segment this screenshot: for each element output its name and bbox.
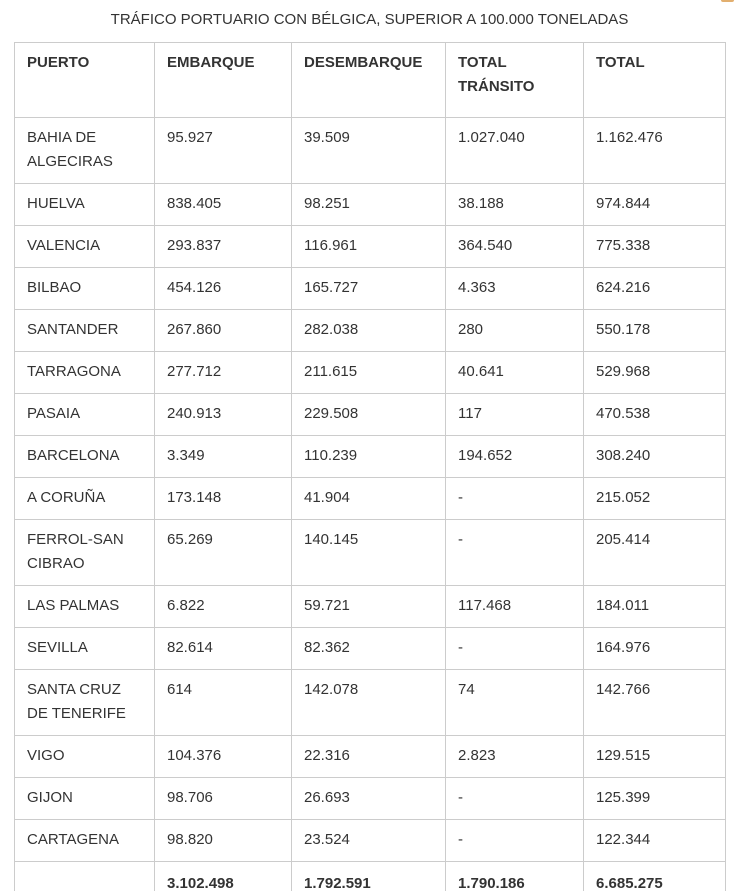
port-name-cell: SEVILLA	[15, 628, 155, 670]
value-cell: 3.349	[155, 436, 292, 478]
value-cell: 173.148	[155, 478, 292, 520]
column-header: DESEMBARQUE	[292, 43, 446, 118]
port-name-cell: VALENCIA	[15, 226, 155, 268]
port-name-cell: SANTANDER	[15, 310, 155, 352]
table-row	[15, 586, 726, 628]
value-cell: 59.721	[292, 586, 446, 628]
value-cell: 470.538	[584, 394, 726, 436]
value-cell: 614	[155, 670, 292, 736]
value-cell: 2.823	[446, 736, 584, 778]
value-cell: -	[446, 820, 584, 862]
value-cell: 104.376	[155, 736, 292, 778]
value-cell: 1.027.040	[446, 118, 584, 184]
value-cell: 164.976	[584, 628, 726, 670]
table-row	[15, 736, 726, 778]
value-cell: 98.820	[155, 820, 292, 862]
value-cell: 26.693	[292, 778, 446, 820]
port-name-cell: CARTAGENA	[15, 820, 155, 862]
value-cell: 229.508	[292, 394, 446, 436]
value-cell: 624.216	[584, 268, 726, 310]
table-row	[15, 436, 726, 478]
value-cell: 293.837	[155, 226, 292, 268]
value-cell: 215.052	[584, 478, 726, 520]
value-cell: 116.961	[292, 226, 446, 268]
value-cell: 23.524	[292, 820, 446, 862]
value-cell: 39.509	[292, 118, 446, 184]
value-cell: 125.399	[584, 778, 726, 820]
table-row	[15, 628, 726, 670]
column-header: TOTAL TRÁNSITO	[446, 43, 584, 118]
value-cell: 1.162.476	[584, 118, 726, 184]
value-cell: 22.316	[292, 736, 446, 778]
table-row	[15, 118, 726, 184]
value-cell: 240.913	[155, 394, 292, 436]
value-cell: 775.338	[584, 226, 726, 268]
table-row	[15, 268, 726, 310]
port-name-cell: A CORUÑA	[15, 478, 155, 520]
value-cell: 40.641	[446, 352, 584, 394]
port-name-cell: GIJON	[15, 778, 155, 820]
value-cell: 82.362	[292, 628, 446, 670]
value-cell: 184.011	[584, 586, 726, 628]
value-cell: 267.860	[155, 310, 292, 352]
table-body	[15, 118, 726, 891]
port-name-cell: BARCELONA	[15, 436, 155, 478]
table-row	[15, 184, 726, 226]
value-cell: 65.269	[155, 520, 292, 586]
port-name-cell: HUELVA	[15, 184, 155, 226]
value-cell: -	[446, 520, 584, 586]
value-cell: 82.614	[155, 628, 292, 670]
port-name-cell: VIGO	[15, 736, 155, 778]
value-cell: 3.102.498	[155, 862, 292, 891]
value-cell: 194.652	[446, 436, 584, 478]
value-cell: 205.414	[584, 520, 726, 586]
value-cell: 550.178	[584, 310, 726, 352]
value-cell: -	[446, 478, 584, 520]
value-cell: 364.540	[446, 226, 584, 268]
port-name-cell: FERROL-SAN CIBRAO	[15, 520, 155, 586]
value-cell: 211.615	[292, 352, 446, 394]
column-header: EMBARQUE	[155, 43, 292, 118]
port-name-cell: SANTA CRUZ DE TENERIFE	[15, 670, 155, 736]
value-cell: 308.240	[584, 436, 726, 478]
value-cell: 98.706	[155, 778, 292, 820]
port-name-cell: TARRAGONA	[15, 352, 155, 394]
value-cell: 117.468	[446, 586, 584, 628]
value-cell: 1.790.186	[446, 862, 584, 891]
value-cell: 38.188	[446, 184, 584, 226]
port-name-cell: BAHIA DE ALGECIRAS	[15, 118, 155, 184]
table-row	[15, 478, 726, 520]
table-title: TRÁFICO PORTUARIO CON BÉLGICA, SUPERIOR A 100.000 TONELADAS	[110, 11, 629, 28]
value-cell: 280	[446, 310, 584, 352]
value-cell: 4.363	[446, 268, 584, 310]
port-name-cell: LAS PALMAS	[15, 586, 155, 628]
value-cell: -	[446, 628, 584, 670]
value-cell: 6.685.275	[584, 862, 726, 891]
value-cell: 1.792.591	[292, 862, 446, 891]
value-cell: 454.126	[155, 268, 292, 310]
value-cell: 95.927	[155, 118, 292, 184]
value-cell: 6.822	[155, 586, 292, 628]
table-row	[15, 670, 726, 736]
totals-label-cell	[15, 862, 155, 891]
table-row	[15, 778, 726, 820]
value-cell: 142.078	[292, 670, 446, 736]
totals-row	[15, 862, 726, 891]
value-cell: 140.145	[292, 520, 446, 586]
value-cell: 117	[446, 394, 584, 436]
port-name-cell: BILBAO	[15, 268, 155, 310]
table-row	[15, 352, 726, 394]
partial-orange-icon	[721, 0, 734, 2]
value-cell: 838.405	[155, 184, 292, 226]
value-cell: 277.712	[155, 352, 292, 394]
table-row	[15, 226, 726, 268]
header-row	[15, 43, 726, 118]
value-cell: 74	[446, 670, 584, 736]
column-header: TOTAL	[584, 43, 726, 118]
value-cell: -	[446, 778, 584, 820]
value-cell: 122.344	[584, 820, 726, 862]
table-row	[15, 310, 726, 352]
value-cell: 98.251	[292, 184, 446, 226]
value-cell: 41.904	[292, 478, 446, 520]
value-cell: 110.239	[292, 436, 446, 478]
table-row	[15, 820, 726, 862]
value-cell: 282.038	[292, 310, 446, 352]
value-cell: 529.968	[584, 352, 726, 394]
table-row	[15, 394, 726, 436]
value-cell: 974.844	[584, 184, 726, 226]
value-cell: 142.766	[584, 670, 726, 736]
value-cell: 129.515	[584, 736, 726, 778]
port-traffic-table	[14, 42, 726, 891]
value-cell: 165.727	[292, 268, 446, 310]
table-row	[15, 520, 726, 586]
port-name-cell: PASAIA	[15, 394, 155, 436]
column-header: PUERTO	[15, 43, 155, 118]
